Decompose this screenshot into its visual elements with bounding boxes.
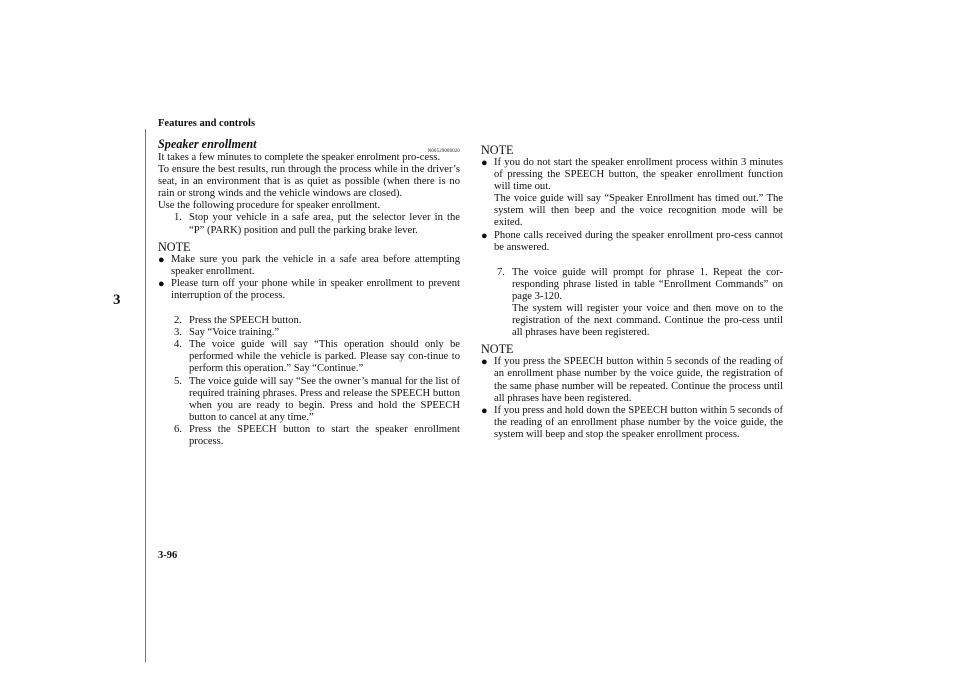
note-item: ● Phone calls received during the speaker enrollment pro-cess cannot be answered. <box>481 230 783 254</box>
step-number: 6. <box>174 423 182 435</box>
note-item: ● If you press and hold down the SPEECH button within 5 seconds of the reading of an enrollment phase number by the voice guide, the system will beep and stop the speaker enrollment process. <box>481 405 783 441</box>
step-number: 7. <box>497 266 505 278</box>
note-item: ● If you do not start the speaker enrollment process within 3 minutes of pressing the SPEECH button, the speaker enrollment function will time out. The voice guide will say “Speaker Enrollment has timed out.” The system will then beep and the voice recognition mode will be exited. <box>481 157 783 230</box>
chapter-number: 3 <box>113 292 121 308</box>
step-item <box>158 212 460 236</box>
note-item: ● Please turn off your phone while in speaker enrollment to prevent interruption of the process. <box>158 278 460 302</box>
step-list <box>158 315 460 448</box>
step-text: Say “Voice training.” <box>189 327 280 339</box>
step-list <box>481 267 783 340</box>
section-header: Features and controls <box>158 118 256 129</box>
step-number: 2. <box>174 315 182 327</box>
note-label: NOTE <box>481 143 514 157</box>
step-item <box>158 339 460 375</box>
right-column <box>481 144 783 441</box>
note-label: NOTE <box>158 239 191 254</box>
note-label: NOTE <box>481 342 514 357</box>
note-item: ● If you press the SPEECH button within 5 seconds of the reading of an enrollment phase number by the voice guide, the registration of the same phase number will be repeated. Continue the process until all phrases have been registered. <box>481 356 783 404</box>
section-title-text: Speaker enrollment <box>158 137 257 151</box>
step-item <box>158 315 460 327</box>
note-item: ● Make sure you park the vehicle in a safe area before attempting speaker enrollment. <box>158 254 460 278</box>
section-title <box>158 137 460 154</box>
intro-paragraph: To ensure the best results, run through the process while in the driver’s seat, in an environment that is as quiet as possible (when there is no rain or strong winds and the vehicle windows are closed). <box>158 164 460 200</box>
step-text: The voice guide will say “This operation should only be performed while the vehicle is parked. Please say con-tinue to perform this operation.” Say “Continue.” <box>189 339 460 375</box>
section-code: N00529000020 <box>427 149 460 154</box>
step-text: The voice guide will say “See the owner’s manual for the list of required training phrases. Press and release the SPEECH button when you are ready to begin. Press and hold the SPEECH button to cancel at any time.” <box>189 375 460 423</box>
step-item <box>158 327 460 339</box>
step-text: The voice guide will prompt for phrase 1. Repeat the cor-responding phrase listed in table “Enrollment Commands” on page 3-120. The system will register your voice and then move on to the registration of the next command. Continue the pro-cess until all phrases have been registered. <box>512 266 783 339</box>
note-list <box>158 254 460 302</box>
step-item <box>158 424 460 448</box>
page-number: 3-96 <box>158 550 178 561</box>
step-number: 5. <box>174 375 182 387</box>
chapter-divider <box>145 129 146 662</box>
step-item <box>158 376 460 424</box>
note-list <box>481 356 783 441</box>
step-number: 3. <box>174 327 182 339</box>
intro-paragraph: It takes a few minutes to complete the speaker enrolment pro-cess. <box>158 152 441 163</box>
step-text: Stop your vehicle in a safe area, put the selector lever in the “P” (PARK) position and pull the parking brake lever. <box>189 212 460 236</box>
step-text: Press the SPEECH button. <box>189 315 302 327</box>
left-column <box>158 137 460 448</box>
step-text: Press the SPEECH button to start the speaker enrollment process. <box>189 423 460 447</box>
step-number: 4. <box>174 339 182 351</box>
note-list <box>481 157 783 254</box>
step-list <box>158 212 460 236</box>
step-number: 1. <box>174 212 182 224</box>
step-item <box>481 267 783 340</box>
intro-paragraph: Use the following procedure for speaker enrollment. <box>158 200 381 212</box>
